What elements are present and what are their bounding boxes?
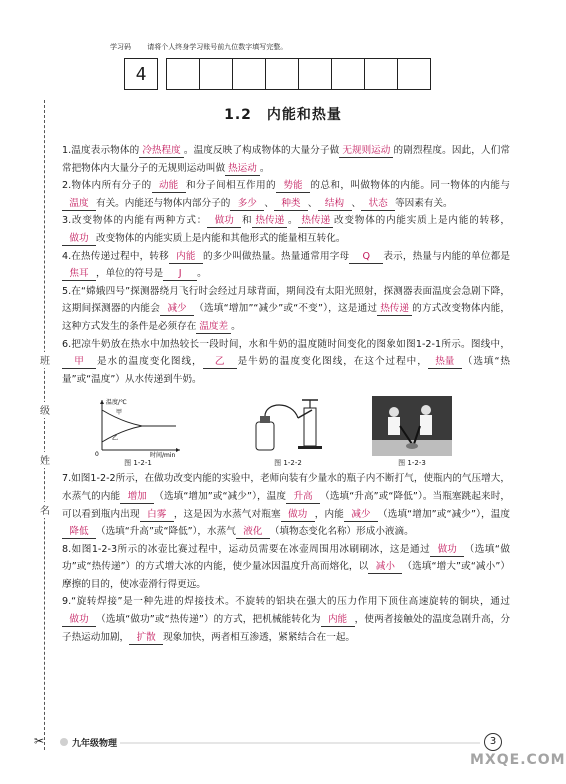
answer-blank: 甲 [62, 355, 96, 369]
answer-blank: 做功 [281, 508, 315, 522]
answer-blank: 做功 [62, 613, 96, 627]
answer-blank: 势能 [276, 179, 310, 193]
question-2: 2.物体内所有分子的 动能 和分子间相互作用的 势能 的总和，叫做物体的内能。同一物体的内能与温度 有关。内能还与物体内部分子的 多少 、 种类 、 结构 、 状态 等因素有关。 [62, 180, 511, 209]
answer-blank: 冷热程度 [139, 144, 183, 158]
questions-container [62, 142, 510, 646]
answer-blank: 动能 [152, 179, 186, 193]
answer-blank: 热运动 [225, 162, 260, 176]
question-6: 6.把凉牛奶放在热水中加热较长一段时间，水和牛奶的温度随时间变化的图象如图1-2-1所示。图线中，甲 是水的温度变化图线， 乙 是牛奶的温度变化图线，在这个过程中， 热量 （选填“热量”或“温度”）从水传递到牛奶。 [62, 338, 511, 385]
question-4: 4.在热传递过程中，转移 内能 的多少叫做热量。热量通常用字母 Q 表示，热量与内能的单位都是焦耳 ，单位的符号是 J 。 [62, 250, 511, 280]
section-title: 1.2 内能和热量 [224, 107, 342, 123]
scissors-icon: ✂ [34, 734, 45, 748]
footer-subject: 九年级物理 [72, 739, 118, 749]
answer-blank: 做功 [62, 232, 96, 246]
code-digit-boxes [124, 58, 430, 90]
graph-series-a: 甲 [116, 409, 123, 417]
answer-blank: 减少 [160, 302, 194, 316]
digit-box[interactable] [298, 58, 332, 90]
figure-1-2-2 [242, 396, 334, 468]
question-8: 8.如图1-2-3所示的冰壶比赛过程中，运动员需要在冰壶周围用冰刷刷冰，这是通过 做功 （选填“做功”或“热传递”）的方式增大冰的内能，使少量冰因温度升高而熔化，以 减小 （选填“增大”或“减小”）摩擦的目的，使冰壶滑行得更远。 [62, 543, 510, 590]
answer-blank: 焦耳 [62, 267, 96, 281]
digit-box[interactable] [397, 58, 431, 90]
answer-blank: 热传递 [298, 214, 333, 228]
answer-blank: 无规则运动 [339, 144, 393, 158]
answer-blank: 热传递 [252, 214, 287, 228]
answer-blank: 减少 [344, 508, 378, 522]
answer-blank: 结构 [318, 197, 352, 211]
answer-blank: 增加 [120, 490, 154, 504]
digit-box[interactable] [331, 58, 365, 90]
answer-blank: 液化 [236, 525, 270, 539]
digit-box[interactable] [265, 58, 299, 90]
answer-blank: 降低 [62, 525, 96, 539]
footer-dot-icon [60, 738, 68, 746]
watermark-brand: MXQE.COM [470, 752, 566, 768]
answer-blank: 做功 [430, 543, 464, 557]
answer-blank: 多少 [230, 197, 264, 211]
answer-blank: 乙 [203, 355, 237, 369]
answer-blank: 种类 [274, 197, 308, 211]
bottle-pump-illustration [242, 396, 334, 458]
figure-caption: 图 1-2-1 [124, 459, 152, 468]
answer-blank: 升高 [286, 490, 320, 504]
answer-blank: 热传递 [377, 302, 412, 316]
digit-box[interactable] [166, 58, 200, 90]
figure-caption: 图 1-2-3 [398, 459, 426, 468]
answer-blank: 内能 [321, 613, 355, 627]
answer-blank: 做功 [207, 214, 241, 228]
code-instruction: 请将个人终身学习账号前九位数字填写完整。 [147, 43, 288, 51]
question-7: 7.如图1-2-2所示，在做功改变内能的实验中，老师向装有少量水的瓶子内不断打气，使瓶内的气压增大，水蒸气的内能 增加 （选填“增加”或“减少”），温度 升高 （选填“升高”或“降低”）。当瓶塞跳起来时，可以看到瓶内出现 白雾 ，这是因为水蒸气对瓶塞 做功 ，内能 减少 （选填“增加”或“减少”），温度降低 （选填“升高”或“降低”），水蒸气 液化 （填物态变化名称）形成小液滴。 [62, 473, 511, 538]
question-5: 5.在“嫦娥四号”探测器绕月飞行时会经过月球背面，期间没有太阳光照射，探测器表面温度会急剧下降，这期间探测器的内能会 减少 （选填“增加”“减少”或“不变”），这是通过 热传递 的方式改变物体内能，这种方式发生的条件是必须存在 温度差 。 [62, 285, 511, 332]
side-label: 级 [38, 402, 52, 418]
answer-blank: 温度 [62, 197, 96, 211]
side-label: 姓 [38, 452, 52, 468]
answer-blank: 扩散 [129, 631, 163, 645]
side-label: 班 [38, 352, 52, 368]
answer-blank: 温度差 [196, 320, 231, 334]
figure-1-2-1 [92, 396, 184, 468]
answer-blank: 减小 [368, 560, 402, 574]
answer-blank: Q [349, 250, 383, 264]
question-3: 3.改变物体的内能有两种方式： 做功 和 热传递 。 热传递 改变物体的内能实质上是内能的转移，做功 改变物体的内能实质上是内能和其他形式的能量相互转化。 [62, 215, 511, 244]
question-9: 9.“旋转焊接”是一种先进的焊接技术。不旋转的铝块在强大的压力作用下顶住高速旋转的铜块，通过做功 （选填“做功”或“热传递”）的方式，把机械能转化为 内能 ，使两者接触处的温度急剧升高，分子热运动加剧， 扩散 现象加快，两者相互渗透，紧紧结合在一起。 [62, 596, 510, 643]
side-label: 名 [38, 502, 52, 518]
curling-photo [372, 396, 452, 458]
code-label: 学习码 [110, 43, 131, 51]
digit-box[interactable] [199, 58, 233, 90]
cut-line [44, 100, 45, 750]
digit-box-prefix: 4 [124, 58, 158, 90]
graph-ylabel: 温度/℃ [106, 399, 127, 407]
figures-row [62, 392, 510, 468]
digit-box[interactable] [364, 58, 398, 90]
digit-box[interactable] [232, 58, 266, 90]
page-number: 3 [484, 733, 502, 751]
answer-blank: 白雾 [140, 508, 174, 522]
figure-caption: 图 1-2-2 [274, 459, 302, 468]
temperature-graph [92, 396, 184, 458]
answer-blank: 内能 [169, 250, 203, 264]
footer-divider [120, 742, 480, 744]
question-1: 1.温度表示物体的 冷热程度 。温度反映了构成物体的大量分子做 无规则运动 的剧烈程度。因此，人们常常把物体内大量分子的无规则运动叫做 热运动 。 [62, 145, 511, 174]
figure-1-2-3 [372, 396, 452, 468]
graph-series-b: 乙 [112, 435, 119, 443]
graph-origin: 0 [95, 451, 99, 459]
header-instruction-row [110, 42, 287, 52]
answer-blank: 热量 [428, 355, 462, 369]
graph-xlabel: 时间/min [150, 452, 176, 459]
answer-blank: J [163, 267, 197, 281]
answer-blank: 状态 [361, 197, 395, 211]
